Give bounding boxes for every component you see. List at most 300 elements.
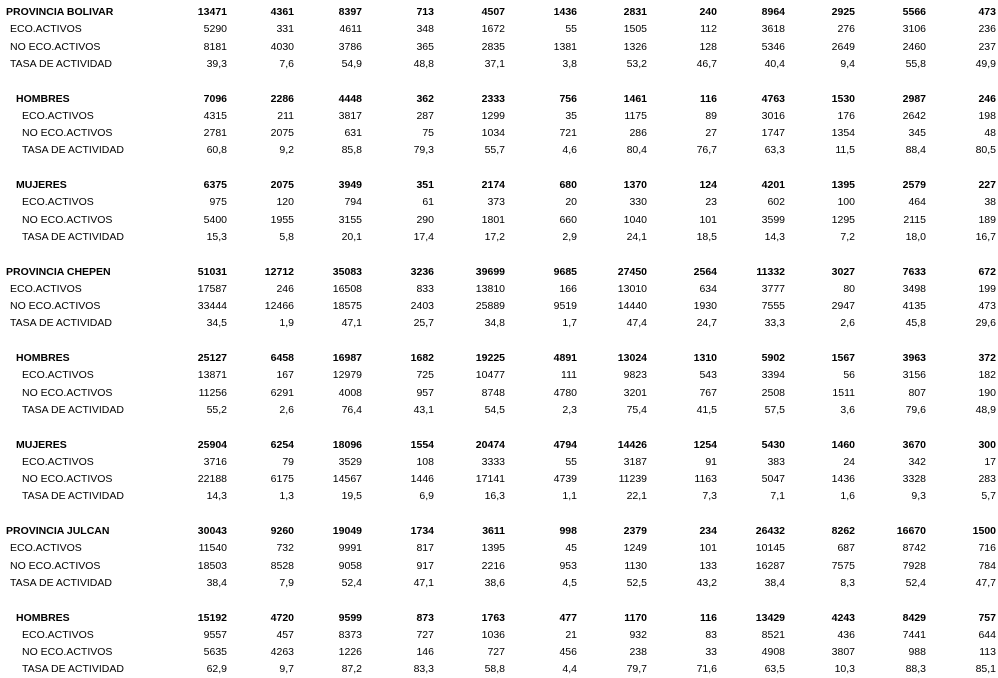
table-cell: 721	[559, 127, 577, 140]
table-cell: 3106	[902, 23, 926, 36]
table-row	[0, 315, 998, 332]
table-cell: 3599	[761, 213, 785, 226]
table-cell: 3529	[338, 455, 362, 468]
table-cell: 4611	[339, 23, 362, 36]
table-cell: 190	[978, 386, 996, 399]
table-cell: 35	[565, 109, 577, 122]
table-cell: 13471	[197, 6, 227, 18]
row-label: ECO.ACTIVOS	[10, 542, 82, 555]
table-cell: 2,6	[840, 317, 855, 330]
table-cell: 12466	[264, 300, 294, 313]
table-cell: 11239	[618, 473, 647, 486]
table-cell: 6,9	[419, 490, 434, 503]
table-cell: 4263	[270, 646, 294, 659]
table-cell: 6458	[270, 352, 294, 364]
table-row	[0, 91, 998, 108]
table-cell: 2947	[831, 300, 855, 313]
table-cell: 189	[978, 213, 996, 226]
table-cell: 8262	[831, 525, 855, 537]
table-cell: 51031	[197, 265, 227, 278]
table-cell: 7,6	[279, 57, 294, 70]
table-row	[0, 454, 998, 471]
table-cell: 176	[837, 109, 855, 122]
table-row	[0, 627, 998, 644]
table-cell: 2075	[270, 179, 294, 191]
table-cell: 1163	[694, 473, 717, 486]
row-label: HOMBRES	[16, 352, 70, 364]
table-cell: 120	[276, 196, 294, 209]
table-cell: 1734	[410, 525, 434, 537]
table-row	[0, 4, 998, 21]
table-cell: 146	[416, 646, 434, 659]
table-cell: 4720	[270, 611, 294, 624]
table-cell: 16670	[896, 525, 926, 537]
table-cell: 54,9	[341, 57, 362, 70]
table-cell: 76,4	[341, 403, 362, 416]
table-cell: 9,7	[279, 663, 294, 676]
table-cell: 43,1	[413, 403, 434, 416]
table-cell: 8521	[761, 628, 785, 641]
table-cell: 8742	[902, 542, 926, 555]
row-label: TASA DE ACTIVIDAD	[10, 57, 112, 70]
table-cell: 1567	[831, 352, 855, 364]
table-cell: 57,5	[764, 403, 785, 416]
table-cell: 1446	[410, 473, 434, 486]
table-cell: 124	[699, 179, 717, 191]
table-cell: 18503	[197, 559, 227, 572]
table-cell: 473	[978, 300, 996, 313]
table-cell: 4507	[481, 6, 505, 18]
table-cell: 25904	[197, 438, 227, 451]
table-cell: 283	[978, 473, 996, 486]
table-cell: 71,6	[696, 663, 717, 676]
row-label: NO ECO.ACTIVOS	[10, 300, 101, 313]
table-row	[0, 367, 998, 384]
table-cell: 953	[559, 559, 577, 572]
table-cell: 14440	[617, 300, 647, 313]
table-cell: 10477	[475, 369, 505, 382]
row-label: MUJERES	[16, 438, 67, 451]
table-cell: 27450	[617, 265, 647, 278]
table-cell: 2379	[623, 525, 647, 537]
row-label: TASA DE ACTIVIDAD	[10, 576, 112, 589]
table-cell: 38,4	[764, 576, 785, 589]
table-cell: 133	[699, 559, 717, 572]
table-cell: 767	[699, 386, 717, 399]
table-row	[0, 212, 998, 229]
row-label: NO ECO.ACTIVOS	[10, 40, 101, 53]
table-cell: 4,4	[562, 663, 577, 676]
table-cell: 4315	[203, 109, 227, 122]
table-cell: 75,4	[626, 403, 647, 416]
table-cell: 2508	[761, 386, 785, 399]
table-cell: 3155	[338, 213, 362, 226]
table-cell: 47,1	[413, 576, 434, 589]
table-cell: 1,3	[279, 490, 294, 503]
table-cell: 1326	[623, 40, 647, 53]
table-row	[0, 402, 998, 419]
table-cell: 33444	[197, 300, 227, 313]
table-row	[0, 264, 998, 281]
table-cell: 1,9	[279, 317, 294, 330]
row-label: TASA DE ACTIVIDAD	[22, 663, 124, 676]
table-cell: 9519	[553, 300, 577, 313]
table-cell: 8429	[902, 611, 926, 624]
table-cell: 4361	[270, 6, 294, 18]
table-cell: 932	[629, 628, 647, 641]
table-cell: 10,3	[834, 663, 855, 676]
table-cell: 680	[559, 179, 577, 191]
table-cell: 19225	[475, 352, 505, 364]
table-cell: 1249	[623, 542, 647, 555]
row-label: HOMBRES	[16, 92, 70, 105]
table-cell: 80	[843, 282, 855, 295]
table-cell: 4780	[553, 386, 577, 399]
table-cell: 55	[565, 23, 577, 36]
table-cell: 2564	[693, 265, 717, 278]
table-cell: 38,4	[206, 576, 227, 589]
table-cell: 342	[908, 455, 926, 468]
table-cell: 49,9	[975, 57, 996, 70]
table-cell: 1254	[693, 438, 717, 451]
table-cell: 7928	[902, 559, 926, 572]
table-cell: 784	[978, 559, 996, 572]
table-cell: 8748	[481, 386, 505, 399]
table-cell: 756	[559, 92, 577, 105]
table-cell: 6291	[270, 386, 294, 399]
table-cell: 9599	[338, 611, 362, 624]
table-cell: 55,7	[484, 144, 505, 157]
table-cell: 5635	[203, 646, 227, 659]
table-cell: 464	[908, 196, 926, 209]
table-cell: 3027	[831, 265, 855, 278]
table-cell: 8964	[761, 6, 785, 18]
table-cell: 4794	[553, 438, 577, 451]
table-cell: 17587	[197, 282, 227, 295]
table-cell: 2642	[902, 109, 926, 122]
table-cell: 873	[416, 611, 434, 624]
table-cell: 8397	[338, 6, 362, 18]
table-row	[0, 298, 998, 315]
table-cell: 727	[487, 646, 505, 659]
table-cell: 3328	[902, 473, 926, 486]
table-cell: 61	[422, 196, 434, 209]
table-cell: 7575	[831, 559, 855, 572]
row-label: PROVINCIA CHEPEN	[6, 265, 111, 278]
table-cell: 13010	[617, 282, 647, 295]
table-cell: 238	[629, 646, 647, 659]
table-cell: 3963	[902, 352, 926, 364]
table-cell: 6175	[270, 473, 294, 486]
row-label: PROVINCIA BOLIVAR	[6, 6, 114, 18]
table-cell: 10145	[755, 542, 785, 555]
table-row	[0, 437, 998, 454]
table-cell: 7,3	[702, 490, 717, 503]
table-cell: 27	[705, 127, 717, 140]
table-cell: 1395	[481, 542, 505, 555]
table-cell: 1763	[481, 611, 505, 624]
table-cell: 716	[978, 542, 996, 555]
table-row	[0, 194, 998, 211]
table-cell: 3777	[761, 282, 785, 295]
table-cell: 5,7	[981, 490, 996, 503]
table-cell: 5,8	[279, 230, 294, 243]
table-cell: 372	[978, 352, 996, 364]
row-label: ECO.ACTIVOS	[22, 455, 94, 468]
table-cell: 4,6	[562, 144, 577, 157]
table-cell: 3716	[203, 455, 227, 468]
table-cell: 14426	[617, 438, 647, 451]
table-cell: 12712	[264, 265, 294, 278]
table-cell: 9991	[338, 542, 362, 555]
table-cell: 1554	[410, 438, 434, 451]
table-cell: 1170	[624, 611, 647, 624]
table-cell: 3817	[338, 109, 362, 122]
table-row	[0, 281, 998, 298]
table-cell: 4,5	[562, 576, 577, 589]
table-cell: 89	[705, 109, 717, 122]
table-cell: 9557	[203, 628, 227, 641]
table-cell: 3786	[338, 40, 362, 53]
table-cell: 2286	[270, 92, 294, 105]
table-cell: 80,4	[626, 144, 647, 157]
table-cell: 4908	[761, 646, 785, 659]
table-cell: 1370	[623, 179, 647, 191]
table-cell: 3394	[761, 369, 785, 382]
table-cell: 116	[700, 611, 717, 624]
table-cell: 87,2	[341, 663, 362, 676]
table-cell: 3498	[902, 282, 926, 295]
table-cell: 15,3	[206, 230, 227, 243]
table-cell: 246	[276, 282, 294, 295]
row-label: NO ECO.ACTIVOS	[22, 127, 113, 140]
table-cell: 75	[422, 127, 434, 140]
table-cell: 348	[416, 23, 434, 36]
table-cell: 2115	[903, 213, 926, 226]
row-label: TASA DE ACTIVIDAD	[22, 490, 124, 503]
table-cell: 7096	[203, 92, 227, 105]
table-cell: 602	[767, 196, 785, 209]
table-cell: 2925	[831, 6, 855, 18]
table-cell: 24,7	[696, 317, 717, 330]
table-cell: 1034	[481, 127, 505, 140]
table-cell: 18575	[332, 300, 362, 313]
table-cell: 76,7	[696, 144, 717, 157]
table-cell: 7633	[902, 265, 926, 278]
table-cell: 1747	[761, 127, 785, 140]
table-cell: 45	[565, 542, 577, 555]
table-cell: 1130	[624, 559, 647, 572]
table-cell: 16,3	[484, 490, 505, 503]
table-cell: 5047	[761, 473, 785, 486]
table-cell: 833	[416, 282, 434, 295]
table-cell: 917	[416, 559, 434, 572]
table-cell: 34,8	[484, 317, 505, 330]
table-cell: 4135	[902, 300, 926, 313]
table-cell: 290	[416, 213, 434, 226]
table-cell: 45,8	[905, 317, 926, 330]
table-cell: 8528	[270, 559, 294, 572]
table-cell: 17	[984, 455, 996, 468]
table-cell: 8373	[338, 628, 362, 641]
table-cell: 1436	[831, 473, 855, 486]
row-label: MUJERES	[16, 179, 67, 191]
table-cell: 236	[978, 23, 996, 36]
table-cell: 39,3	[206, 57, 227, 70]
table-cell: 166	[559, 282, 577, 295]
table-cell: 9260	[270, 525, 294, 537]
table-cell: 7555	[761, 300, 785, 313]
table-cell: 807	[908, 386, 926, 399]
table-cell: 1460	[831, 438, 855, 451]
table-cell: 5346	[761, 40, 785, 53]
table-cell: 40,4	[764, 57, 785, 70]
table-cell: 38,6	[484, 576, 505, 589]
table-cell: 30043	[197, 525, 227, 537]
table-cell: 727	[416, 628, 434, 641]
table-cell: 33,3	[764, 317, 785, 330]
table-row	[0, 350, 998, 367]
table-cell: 25127	[197, 352, 227, 364]
table-cell: 38	[984, 196, 996, 209]
table-cell: 2579	[902, 179, 926, 191]
table-cell: 1461	[623, 92, 647, 105]
table-cell: 383	[767, 455, 785, 468]
row-label: ECO.ACTIVOS	[22, 109, 94, 122]
table-cell: 25889	[475, 300, 505, 313]
table-row	[0, 540, 998, 557]
table-cell: 477	[559, 611, 577, 624]
table-cell: 687	[837, 542, 855, 555]
table-cell: 1395	[831, 179, 855, 191]
table-cell: 2835	[481, 40, 505, 53]
table-cell: 1682	[410, 352, 434, 364]
table-cell: 817	[416, 542, 434, 555]
table-cell: 7441	[902, 628, 926, 641]
table-cell: 100	[837, 196, 855, 209]
table-cell: 55	[565, 455, 577, 468]
row-label: PROVINCIA JULCAN	[6, 525, 110, 537]
table-cell: 4448	[338, 92, 362, 105]
row-label: TASA DE ACTIVIDAD	[22, 144, 124, 157]
table-cell: 52,4	[905, 576, 926, 589]
table-cell: 9058	[338, 559, 362, 572]
table-cell: 22,1	[626, 490, 647, 503]
table-cell: 17,4	[413, 230, 434, 243]
table-cell: 330	[629, 196, 647, 209]
table-cell: 20,1	[341, 230, 362, 243]
table-cell: 9,3	[911, 490, 926, 503]
table-cell: 21	[565, 628, 577, 641]
table-cell: 62,9	[206, 663, 227, 676]
table-row	[0, 229, 998, 246]
table-cell: 91	[705, 455, 717, 468]
table-cell: 9,2	[279, 144, 294, 157]
table-cell: 1381	[553, 40, 577, 53]
table-cell: 11540	[198, 542, 227, 555]
table-cell: 240	[699, 6, 717, 18]
table-row	[0, 610, 998, 627]
table-cell: 543	[699, 369, 717, 382]
table-cell: 52,5	[626, 576, 647, 589]
table-cell: 35083	[332, 265, 362, 278]
table-cell: 234	[699, 525, 717, 537]
table-cell: 457	[276, 628, 294, 641]
table-cell: 48	[984, 127, 996, 140]
table-cell: 14,3	[206, 490, 227, 503]
table-cell: 13024	[617, 352, 647, 364]
table-cell: 1040	[623, 213, 647, 226]
table-cell: 112	[700, 23, 717, 36]
table-row	[0, 21, 998, 38]
table-cell: 18,0	[905, 230, 926, 243]
table-cell: 957	[416, 386, 434, 399]
table-cell: 4763	[761, 92, 785, 105]
table-cell: 660	[559, 213, 577, 226]
table-cell: 9823	[623, 369, 647, 382]
table-cell: 276	[837, 23, 855, 36]
table-cell: 300	[978, 438, 996, 451]
table-row	[0, 661, 998, 678]
table-cell: 5902	[761, 352, 785, 364]
table-cell: 211	[277, 109, 294, 122]
table-cell: 24	[843, 455, 855, 468]
row-label: ECO.ACTIVOS	[22, 628, 94, 641]
table-cell: 41,5	[696, 403, 717, 416]
table-cell: 26432	[755, 525, 785, 537]
table-cell: 2831	[623, 6, 647, 18]
table-cell: 436	[837, 628, 855, 641]
table-cell: 79,6	[905, 403, 926, 416]
table-row	[0, 142, 998, 159]
table-cell: 2781	[203, 127, 227, 140]
table-cell: 7,2	[840, 230, 855, 243]
row-label: ECO.ACTIVOS	[10, 23, 82, 36]
table-cell: 3670	[902, 438, 926, 451]
table-cell: 113	[979, 646, 996, 659]
table-cell: 19,5	[341, 490, 362, 503]
table-cell: 13429	[755, 611, 785, 624]
table-cell: 2,6	[279, 403, 294, 416]
table-cell: 3618	[761, 23, 785, 36]
table-row	[0, 56, 998, 73]
table-cell: 732	[276, 542, 294, 555]
table-cell: 4008	[338, 386, 362, 399]
table-cell: 1530	[831, 92, 855, 105]
table-cell: 48,8	[413, 57, 434, 70]
table-cell: 1801	[481, 213, 505, 226]
table-cell: 351	[416, 179, 434, 191]
table-cell: 199	[978, 282, 996, 295]
table-row	[0, 471, 998, 488]
table-cell: 3807	[831, 646, 855, 659]
table-cell: 2216	[481, 559, 505, 572]
table-cell: 3187	[623, 455, 647, 468]
table-cell: 79,3	[413, 144, 434, 157]
row-label: NO ECO.ACTIVOS	[22, 386, 113, 399]
table-cell: 53,2	[626, 57, 647, 70]
table-cell: 2649	[831, 40, 855, 53]
table-cell: 3201	[623, 386, 647, 399]
table-cell: 24,1	[626, 230, 647, 243]
table-cell: 2460	[902, 40, 926, 53]
table-row	[0, 177, 998, 194]
table-cell: 246	[978, 92, 996, 105]
table-cell: 998	[559, 525, 577, 537]
table-cell: 634	[699, 282, 717, 295]
table-cell: 80,5	[975, 144, 996, 157]
table-cell: 83,3	[413, 663, 434, 676]
